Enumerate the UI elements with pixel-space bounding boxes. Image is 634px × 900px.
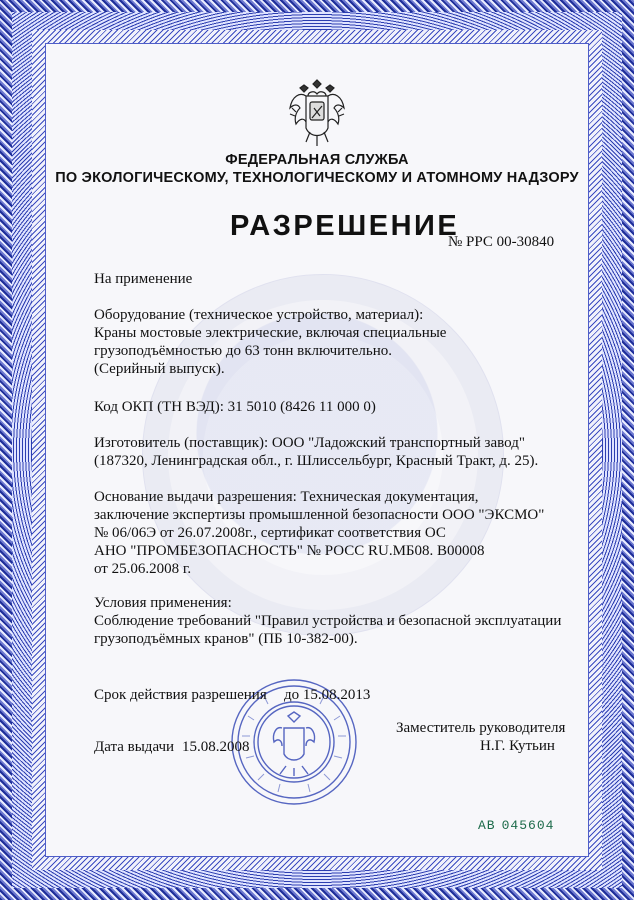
- product-code: Код ОКП (ТН ВЭД): 31 5010 (8426 11 000 0): [94, 399, 376, 415]
- equipment-line: Оборудование (техническое устройство, материал):: [94, 307, 424, 323]
- validity-value: до 15.08.2013: [284, 687, 371, 703]
- conditions-line: Соблюдение требований "Правил устройства и безопасной эксплуатации: [94, 613, 562, 629]
- manufacturer-line: (187320, Ленинградская обл., г. Шлиссельбург, Красный Тракт, д. 25).: [94, 453, 539, 469]
- basis-line: Основание выдачи разрешения: Техническая документация,: [94, 489, 479, 505]
- russian-coat-of-arms-icon: [286, 78, 348, 148]
- basis-line: № 06/06Э от 26.07.2008г., сертификат соответствия ОС: [94, 525, 446, 541]
- permit-number: № РРС 00-30840: [448, 234, 555, 250]
- conditions-line: Условия применения:: [94, 595, 232, 611]
- purpose-text: На применение: [94, 271, 193, 287]
- equipment-line: Краны мостовые электрические, включая специальные: [94, 325, 447, 341]
- signer-title: Заместитель руководителя: [396, 720, 566, 736]
- equipment-line: грузоподъёмностью до 63 тонн включительно.: [94, 343, 393, 359]
- basis-line: заключение экспертизы промышленной безопасности ООО "ЭКСМО": [94, 507, 545, 523]
- manufacturer-line: Изготовитель (поставщик): ООО "Ладожский транспортный завод": [94, 435, 525, 451]
- issue-date-label: Дата выдачи: [94, 739, 175, 755]
- validity-label: Срок действия разрешения: [94, 687, 267, 703]
- basis-line: от 25.06.2008 г.: [94, 561, 192, 577]
- equipment-line: (Серийный выпуск).: [94, 361, 225, 377]
- signer-name: Н.Г. Кутьин: [480, 738, 555, 754]
- basis-line: АНО "ПРОМБЕЗОПАСНОСТЬ" № РОСС RU.МБ08. В00008: [94, 543, 485, 559]
- form-serial-number: [478, 818, 554, 833]
- agency-name-line1: ФЕДЕРАЛЬНАЯ СЛУЖБА: [225, 152, 409, 168]
- serial-series: АВ: [478, 818, 496, 833]
- conditions-line: грузоподъёмных кранов" (ПБ 10-382-00).: [94, 631, 358, 647]
- document-title: РАЗРЕШЕНИЕ: [230, 210, 460, 242]
- serial-number: 045604: [501, 818, 555, 833]
- agency-name-line2: ПО ЭКОЛОГИЧЕСКОМУ, ТЕХНОЛОГИЧЕСКОМУ И АТОМНОМУ НАДЗОРУ: [55, 170, 579, 186]
- issue-date-value: 15.08.2008: [182, 739, 250, 755]
